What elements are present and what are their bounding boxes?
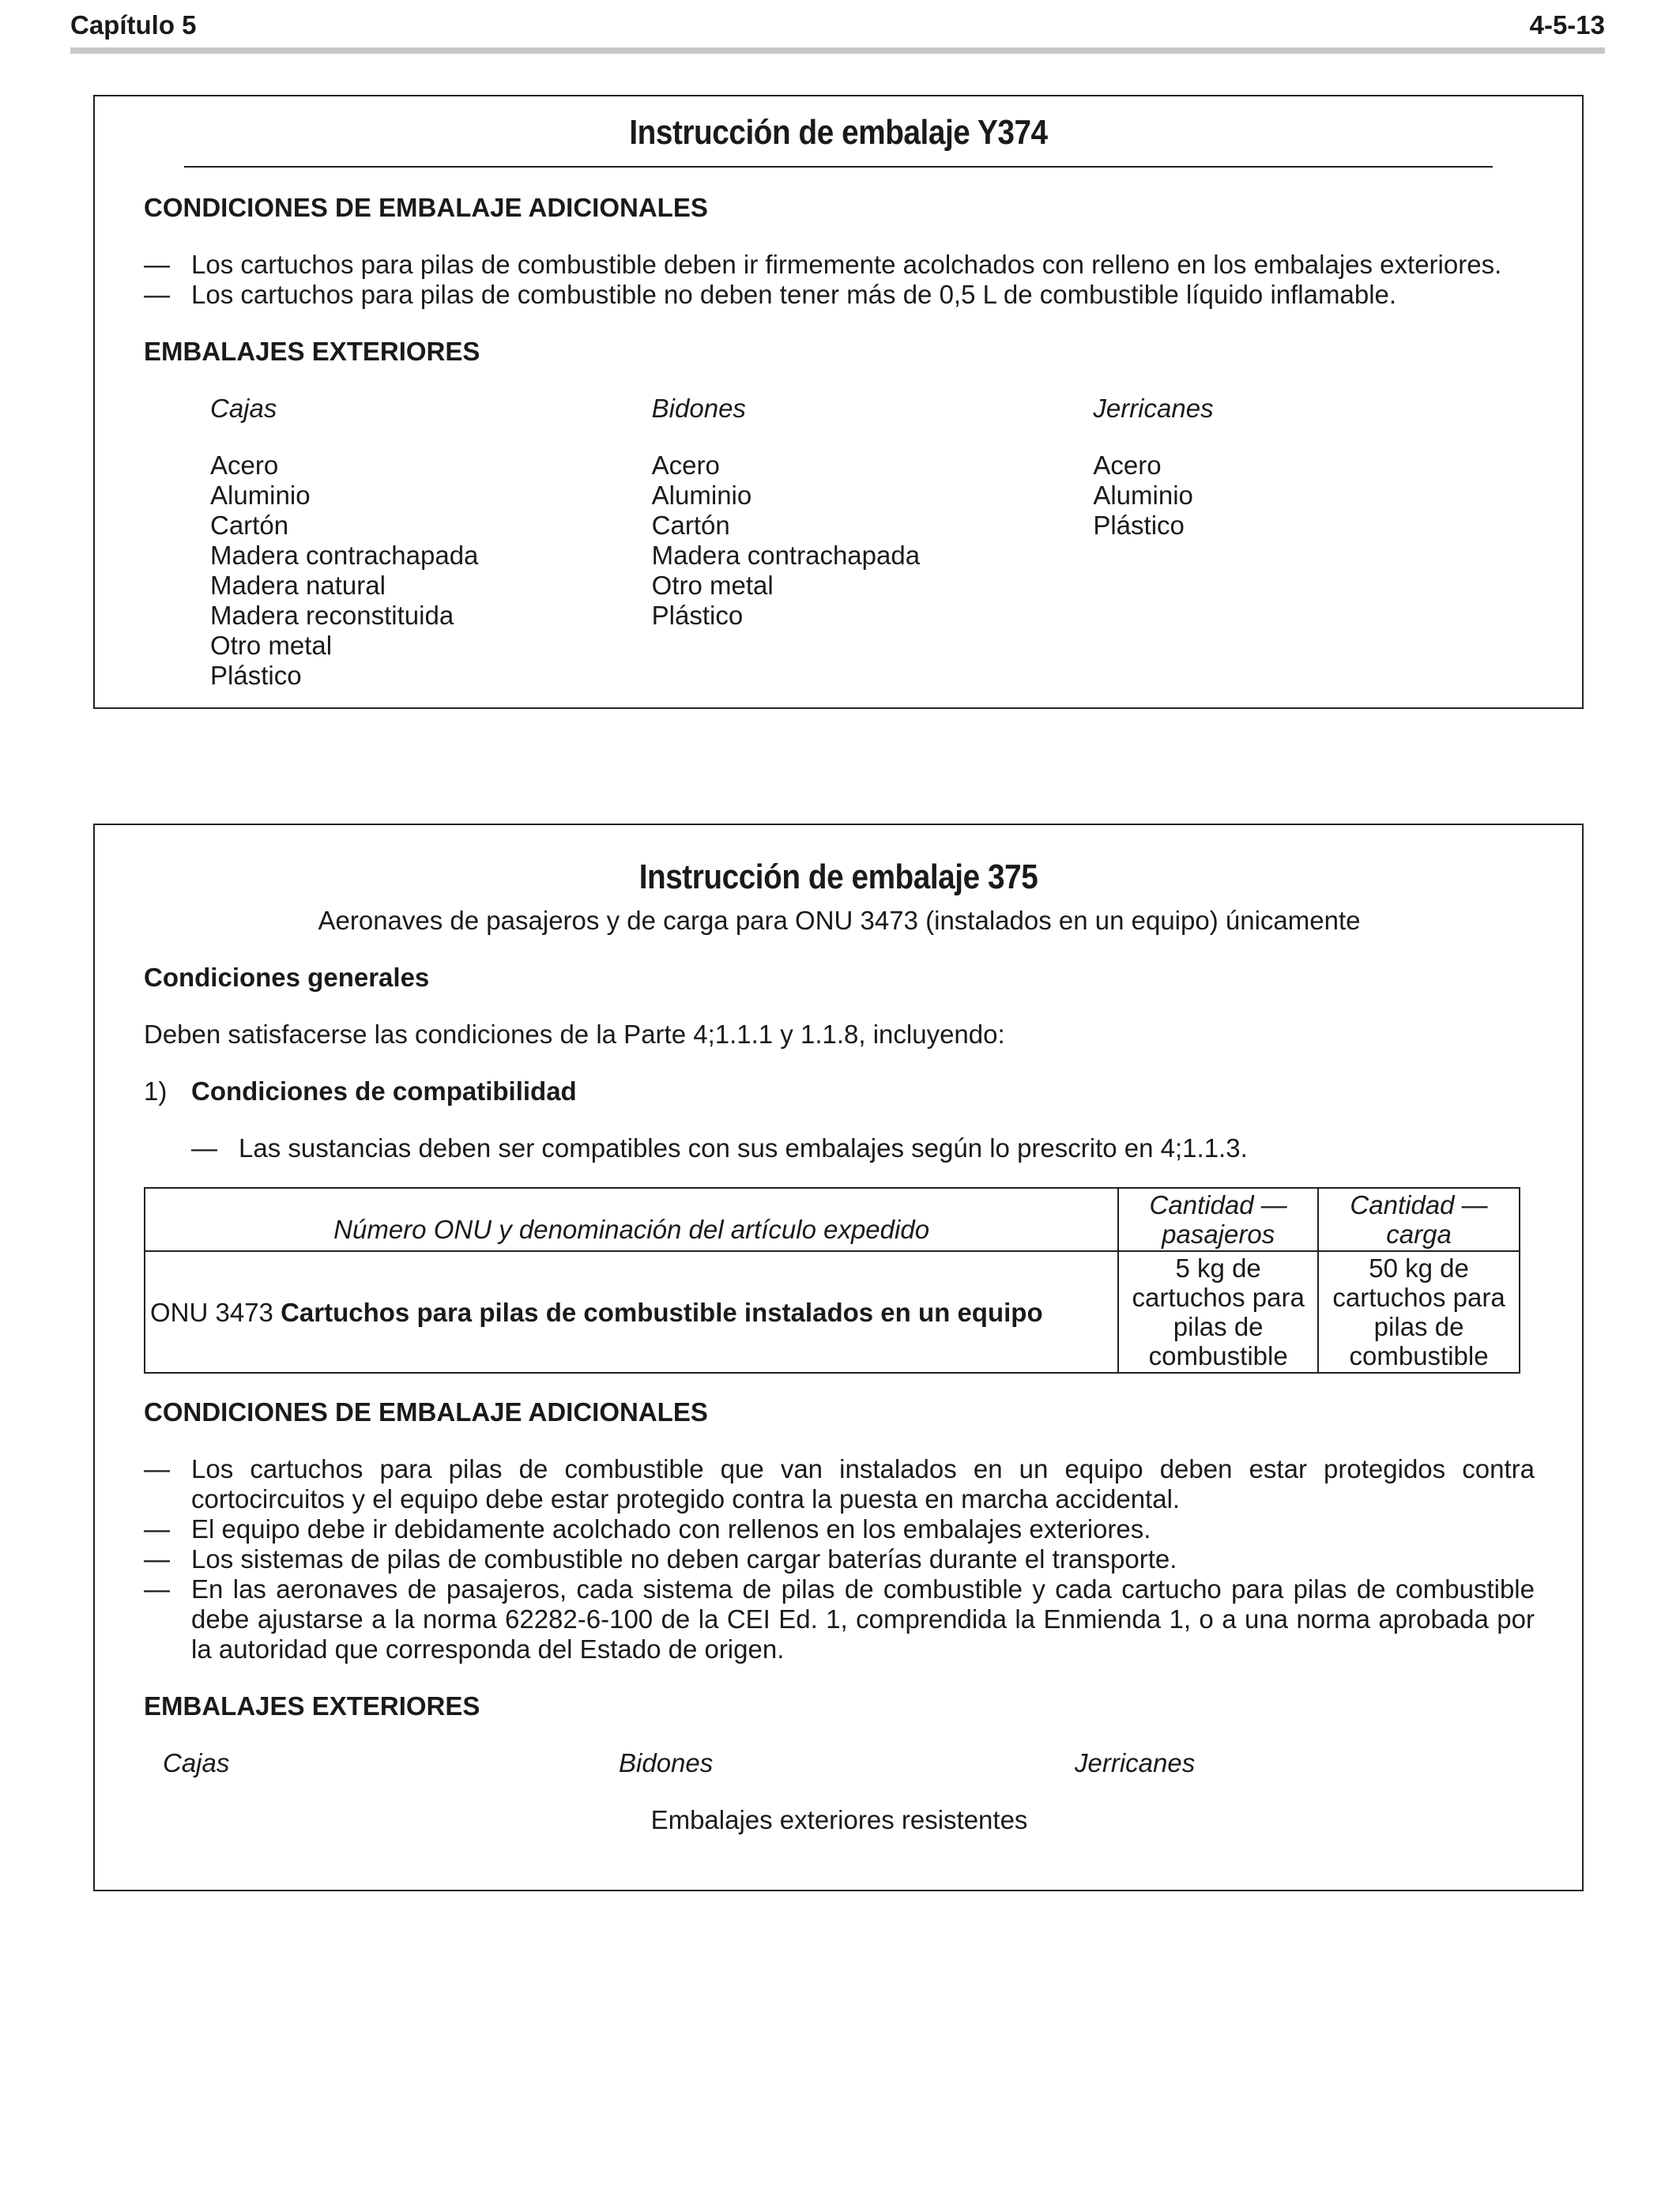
compatibility-item	[144, 1076, 1535, 1106]
list-item: Plástico	[651, 601, 744, 630]
page-header	[70, 3, 1605, 54]
p375-outer-columns	[144, 1748, 1535, 1778]
row-passenger-qty: 5 kg de cartuchos para pilas de combustible	[1118, 1251, 1318, 1373]
row-name	[145, 1251, 1118, 1373]
column-heading: Cajas	[210, 394, 277, 423]
bullet-dash: —	[144, 1454, 170, 1483]
general-conditions-heading: Condiciones generales	[144, 963, 430, 992]
list-item: Madera contrachapada	[210, 541, 479, 570]
bullet-dash: —	[191, 1133, 217, 1163]
list-item: Aluminio	[1093, 481, 1193, 510]
jerricanes-column	[1093, 394, 1535, 691]
list-item: Madera contrachapada	[651, 541, 921, 570]
list-item: Acero	[651, 450, 720, 480]
p375-bullet: — Los sistemas de pilas de combustible no deben cargar baterías durante el transporte.	[144, 1544, 1177, 1574]
list-item: Otro metal	[210, 631, 333, 660]
column-heading: Jerricanes	[1075, 1748, 1196, 1777]
list-item: Aluminio	[651, 481, 752, 510]
chapter-label: Capítulo 5	[70, 10, 197, 40]
bullet-dash: —	[144, 250, 170, 279]
column-heading: Cajas	[163, 1748, 230, 1777]
list-item: Plástico	[1093, 511, 1185, 540]
p375-title: Instrucción de embalaje 375	[638, 858, 1038, 896]
column-heading: Jerricanes	[1093, 394, 1214, 423]
packing-instruction-y374	[93, 95, 1584, 709]
bullet-dash: —	[144, 1514, 170, 1544]
y374-outer-heading: EMBALAJES EXTERIORES	[144, 337, 480, 366]
column-heading: Bidones	[651, 394, 746, 423]
bidones-column	[652, 394, 1094, 691]
p375-outer-heading: EMBALAJES EXTERIORES	[144, 1691, 480, 1721]
quantity-table	[144, 1187, 1520, 1374]
list-item: Acero	[210, 450, 279, 480]
list-item: Cartón	[651, 511, 730, 540]
list-item: Cartón	[210, 511, 289, 540]
packing-instruction-375	[93, 824, 1584, 1891]
y374-title: Instrucción de embalaje Y374	[184, 96, 1493, 168]
y374-bullet: — Los cartuchos para pilas de combustible no deben tener más de 0,5 L de combustible líquido inflamable.	[144, 280, 1397, 309]
list-item: Otro metal	[651, 571, 774, 600]
p375-additional-heading: CONDICIONES DE EMBALAJE ADICIONALES	[144, 1397, 708, 1427]
bullet-dash: —	[144, 280, 170, 309]
p375-bullet: — Los cartuchos para pilas de combustible que van instalados en un equipo deben estar protegidos contra cortocircuitos y el equipo debe estar protegido contra la puesta en marcha accidental.	[144, 1454, 1535, 1514]
bullet-dash: —	[144, 1544, 170, 1574]
list-item: Acero	[1093, 450, 1162, 480]
cajas-column	[210, 394, 652, 691]
bullet-dash: —	[144, 1574, 170, 1604]
table-row	[145, 1251, 1520, 1373]
article-name: Cartuchos para pilas de combustible instalados en un equipo	[281, 1297, 1043, 1327]
compatibility-bullet: — Las sustancias deben ser compatibles con sus embalajes según lo prescrito en 4;1.1.3.	[191, 1133, 1248, 1163]
table-header-row	[145, 1188, 1520, 1251]
p375-subtitle: Aeronaves de pasajeros y de carga para ONU 3473 (instalados en un equipo) únicamente	[318, 906, 1361, 935]
y374-outer-columns	[144, 394, 1535, 691]
item-number: 1)	[144, 1076, 168, 1106]
outer-packaging-text: Embalajes exteriores resistentes	[650, 1805, 1028, 1834]
p375-bullet: — El equipo debe ir debidamente acolchado con rellenos en los embalajes exteriores.	[144, 1514, 1151, 1544]
page-number: 4-5-13	[1529, 10, 1605, 40]
list-item: Plástico	[210, 661, 302, 690]
y374-additional-heading: CONDICIONES DE EMBALAJE ADICIONALES	[144, 193, 708, 222]
header-name: Número ONU y denominación del artículo expedido	[145, 1188, 1118, 1251]
y374-bullet: — Los cartuchos para pilas de combustible deben ir firmemente acolchados con relleno en los embalajes exteriores.	[144, 250, 1502, 279]
un-number: ONU 3473	[150, 1297, 273, 1327]
list-item: Aluminio	[210, 481, 311, 510]
list-item: Madera natural	[210, 571, 386, 600]
compatibility-heading: Condiciones de compatibilidad	[191, 1076, 577, 1106]
list-item: Madera reconstituida	[210, 601, 454, 630]
column-heading: Bidones	[619, 1748, 714, 1777]
row-cargo-qty: 50 kg de cartuchos para pilas de combustible	[1318, 1251, 1520, 1373]
header-cargo-qty: Cantidad — carga	[1318, 1188, 1520, 1251]
header-passenger-qty: Cantidad — pasajeros	[1118, 1188, 1318, 1251]
p375-bullet: — En las aeronaves de pasajeros, cada sistema de pilas de combustible y cada cartucho para pilas de combustible debe ajustarse a la norma 62282-6-100 de la CEI Ed. 1, comprendida la Enmienda 1, o a una norma aprobada por la autoridad que corresponda del Estado de origen.	[144, 1574, 1535, 1664]
general-conditions-text: Deben satisfacerse las condiciones de la Parte 4;1.1.1 y 1.1.8, incluyendo:	[144, 1020, 1005, 1049]
